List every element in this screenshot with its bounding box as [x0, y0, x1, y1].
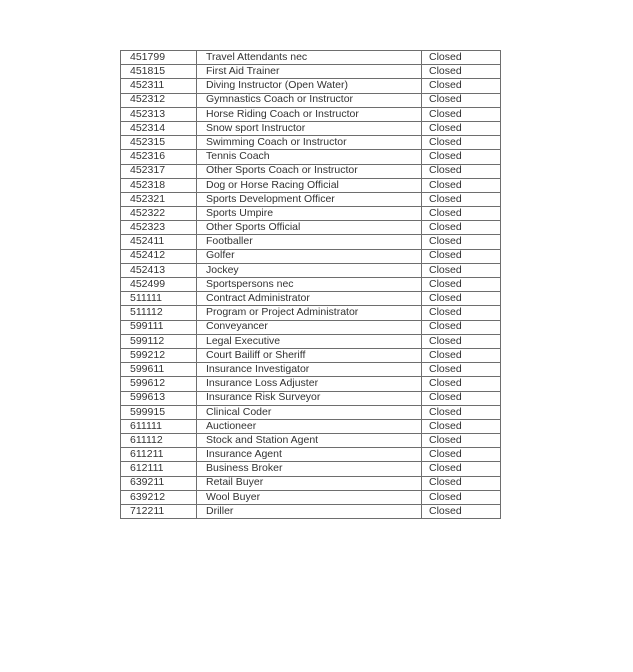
occupation-name-cell: Golfer — [197, 249, 422, 263]
occupation-name-cell: Driller — [197, 505, 422, 519]
occupation-name-cell: Sportspersons nec — [197, 278, 422, 292]
status-cell: Closed — [422, 377, 501, 391]
occupation-name-cell: Sports Development Officer — [197, 192, 422, 206]
occupation-name-cell: Insurance Risk Surveyor — [197, 391, 422, 405]
occupation-code-cell: 599915 — [121, 405, 197, 419]
status-cell: Closed — [422, 249, 501, 263]
occupation-name-cell: First Aid Trainer — [197, 65, 422, 79]
occupation-code-cell: 452323 — [121, 221, 197, 235]
occupation-code-cell: 611112 — [121, 434, 197, 448]
occupation-name-cell: Insurance Loss Adjuster — [197, 377, 422, 391]
table-row — [121, 121, 501, 135]
occupation-code-cell: 452322 — [121, 207, 197, 221]
table-row — [121, 334, 501, 348]
table-row — [121, 235, 501, 249]
occupation-name-cell: Insurance Investigator — [197, 363, 422, 377]
status-cell: Closed — [422, 235, 501, 249]
status-cell: Closed — [422, 107, 501, 121]
occupation-status-table — [120, 50, 501, 519]
table-row — [121, 278, 501, 292]
status-cell: Closed — [422, 150, 501, 164]
occupation-name-cell: Snow sport Instructor — [197, 121, 422, 135]
occupation-code-cell: 452314 — [121, 121, 197, 135]
occupation-name-cell: Program or Project Administrator — [197, 306, 422, 320]
status-cell: Closed — [422, 490, 501, 504]
occupation-name-cell: Horse Riding Coach or Instructor — [197, 107, 422, 121]
occupation-code-cell: 712211 — [121, 505, 197, 519]
table-row — [121, 79, 501, 93]
occupation-code-cell: 452411 — [121, 235, 197, 249]
occupation-name-cell: Other Sports Coach or Instructor — [197, 164, 422, 178]
status-cell: Closed — [422, 207, 501, 221]
occupation-code-cell: 511112 — [121, 306, 197, 320]
occupation-code-cell: 599112 — [121, 334, 197, 348]
table-row — [121, 65, 501, 79]
occupation-code-cell: 599111 — [121, 320, 197, 334]
table-row — [121, 249, 501, 263]
occupation-name-cell: Retail Buyer — [197, 476, 422, 490]
status-cell: Closed — [422, 462, 501, 476]
status-cell: Closed — [422, 51, 501, 65]
status-cell: Closed — [422, 65, 501, 79]
table-row — [121, 505, 501, 519]
occupation-code-cell: 639212 — [121, 490, 197, 504]
table-row — [121, 348, 501, 362]
status-cell: Closed — [422, 278, 501, 292]
occupation-code-cell: 451815 — [121, 65, 197, 79]
status-cell: Closed — [422, 448, 501, 462]
occupation-code-cell: 452499 — [121, 278, 197, 292]
table-row — [121, 434, 501, 448]
status-cell: Closed — [422, 292, 501, 306]
table-row — [121, 462, 501, 476]
status-cell: Closed — [422, 391, 501, 405]
status-cell: Closed — [422, 192, 501, 206]
occupation-code-cell: 452317 — [121, 164, 197, 178]
table-row — [121, 405, 501, 419]
occupation-code-cell: 511111 — [121, 292, 197, 306]
status-cell: Closed — [422, 178, 501, 192]
occupation-code-cell: 452413 — [121, 263, 197, 277]
table-row — [121, 476, 501, 490]
table-row — [121, 207, 501, 221]
occupation-name-cell: Jockey — [197, 263, 422, 277]
status-cell: Closed — [422, 405, 501, 419]
status-cell: Closed — [422, 136, 501, 150]
table-row — [121, 377, 501, 391]
occupation-name-cell: Conveyancer — [197, 320, 422, 334]
occupation-name-cell: Stock and Station Agent — [197, 434, 422, 448]
table-row — [121, 419, 501, 433]
status-cell: Closed — [422, 79, 501, 93]
table-row — [121, 363, 501, 377]
table-row — [121, 150, 501, 164]
occupation-code-cell: 452318 — [121, 178, 197, 192]
table-row — [121, 136, 501, 150]
occupation-name-cell: Legal Executive — [197, 334, 422, 348]
occupation-name-cell: Wool Buyer — [197, 490, 422, 504]
status-cell: Closed — [422, 505, 501, 519]
occupation-name-cell: Court Bailiff or Sheriff — [197, 348, 422, 362]
occupation-name-cell: Dog or Horse Racing Official — [197, 178, 422, 192]
table-body — [121, 51, 501, 519]
table-row — [121, 320, 501, 334]
status-cell: Closed — [422, 93, 501, 107]
status-cell: Closed — [422, 306, 501, 320]
status-cell: Closed — [422, 263, 501, 277]
occupation-name-cell: Footballer — [197, 235, 422, 249]
occupation-name-cell: Swimming Coach or Instructor — [197, 136, 422, 150]
table-row — [121, 192, 501, 206]
occupation-name-cell: Sports Umpire — [197, 207, 422, 221]
table-row — [121, 490, 501, 504]
status-cell: Closed — [422, 164, 501, 178]
occupation-code-cell: 599611 — [121, 363, 197, 377]
occupation-code-cell: 611111 — [121, 419, 197, 433]
occupation-code-cell: 639211 — [121, 476, 197, 490]
occupation-code-cell: 612111 — [121, 462, 197, 476]
table-row — [121, 107, 501, 121]
table-row — [121, 164, 501, 178]
status-cell: Closed — [422, 363, 501, 377]
occupation-code-cell: 451799 — [121, 51, 197, 65]
occupation-code-cell: 452313 — [121, 107, 197, 121]
occupation-name-cell: Tennis Coach — [197, 150, 422, 164]
occupation-name-cell: Other Sports Official — [197, 221, 422, 235]
occupation-name-cell: Contract Administrator — [197, 292, 422, 306]
table-row — [121, 221, 501, 235]
occupation-code-cell: 599613 — [121, 391, 197, 405]
table-row — [121, 391, 501, 405]
table-row — [121, 51, 501, 65]
occupation-code-cell: 452315 — [121, 136, 197, 150]
status-cell: Closed — [422, 434, 501, 448]
table-row — [121, 263, 501, 277]
table-row — [121, 178, 501, 192]
table-row — [121, 292, 501, 306]
occupation-name-cell: Diving Instructor (Open Water) — [197, 79, 422, 93]
status-cell: Closed — [422, 476, 501, 490]
occupation-name-cell: Auctioneer — [197, 419, 422, 433]
table-row — [121, 448, 501, 462]
status-cell: Closed — [422, 348, 501, 362]
occupation-name-cell: Clinical Coder — [197, 405, 422, 419]
occupation-name-cell: Travel Attendants nec — [197, 51, 422, 65]
occupation-code-cell: 599612 — [121, 377, 197, 391]
status-cell: Closed — [422, 334, 501, 348]
occupation-name-cell: Insurance Agent — [197, 448, 422, 462]
occupation-code-cell: 611211 — [121, 448, 197, 462]
table-row — [121, 306, 501, 320]
table-row — [121, 93, 501, 107]
occupation-code-cell: 452412 — [121, 249, 197, 263]
occupation-code-cell: 452311 — [121, 79, 197, 93]
occupation-code-cell: 452316 — [121, 150, 197, 164]
status-cell: Closed — [422, 121, 501, 135]
status-cell: Closed — [422, 320, 501, 334]
occupation-code-cell: 452312 — [121, 93, 197, 107]
status-cell: Closed — [422, 221, 501, 235]
status-cell: Closed — [422, 419, 501, 433]
occupation-name-cell: Gymnastics Coach or Instructor — [197, 93, 422, 107]
occupation-code-cell: 599212 — [121, 348, 197, 362]
occupation-code-cell: 452321 — [121, 192, 197, 206]
occupation-name-cell: Business Broker — [197, 462, 422, 476]
